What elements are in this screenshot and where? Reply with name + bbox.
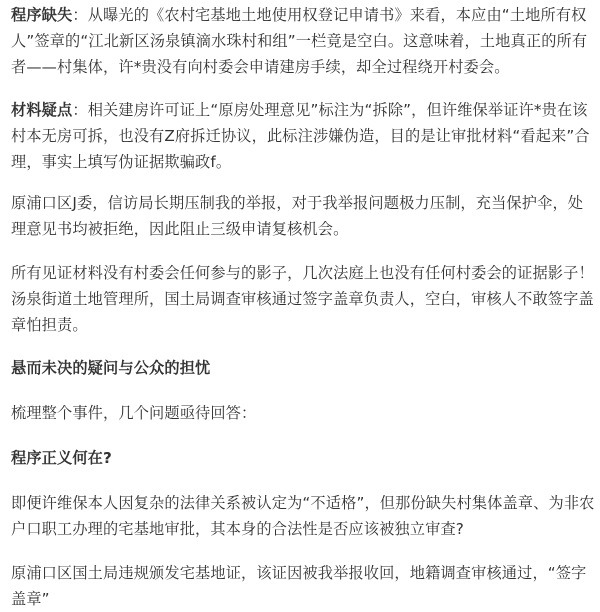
paragraph-legality-question: 即便许维保本人因复杂的法律关系被认定为“不适格”，但那份缺失村集体盖章、为非农户口职工办理的宅基地审批，其本身的合法性是否应该被独立审查? <box>11 494 595 538</box>
paragraph-land-certificate: 原浦口区国土局违规颁发宅基地证，该证因被我举报收回，地籍调查审核通过，“签字盖章” <box>11 564 587 608</box>
paragraph-intro-questions: 梳理整个事件，几个问题亟待回答： <box>11 404 257 422</box>
section-heading-unresolved-questions: 悬而未决的疑问与公众的担忧 <box>11 359 211 377</box>
paragraph-text: ：相关建房许可证上“原房处理意见”标注为“拆除”，但许维保举证许*贵在该村本无房可拆，也没有Z府拆迁协议，此标注涉嫌伪造，目的是让审批材料“看起来”合理，事实上填写伪证据欺骗政f。 <box>11 101 590 171</box>
paragraph-lead-label: 程序缺失 <box>11 6 73 24</box>
paragraph-petition-suppression: 原浦口区J委，信访局长期压制我的举报，对于我举报问题极力压制，充当保护伞，处理意见书均被拒绝，因此阻止三级申请复核机会。 <box>11 194 584 238</box>
section-heading-procedural-justice: 程序正义何在? <box>11 449 112 467</box>
paragraph-material-doubts <box>11 97 596 175</box>
paragraph-lead-label: 材料疑点 <box>11 101 73 119</box>
paragraph-witness-materials: 所有见证材料没有村委会任何参与的影子，几次法庭上也没有任何村委会的证据影子！汤泉街道土地管理所，国土局调查审核通过签字盖章负责人，空白，审核人不敢签字盖章怕担责。 <box>11 264 594 334</box>
paragraph-text: ：从曝光的《农村宅基地土地使用权登记申请书》来看，本应由“土地所有权人”签章的“江北新区汤泉镇滴水珠村和组”一栏竟是空白。这意味着，土地真正的所有者——村集体，许*贵没有向村委会申请建房手续，却全过程绕开村委会。 <box>11 6 588 76</box>
paragraph-procedure-missing <box>11 2 596 80</box>
